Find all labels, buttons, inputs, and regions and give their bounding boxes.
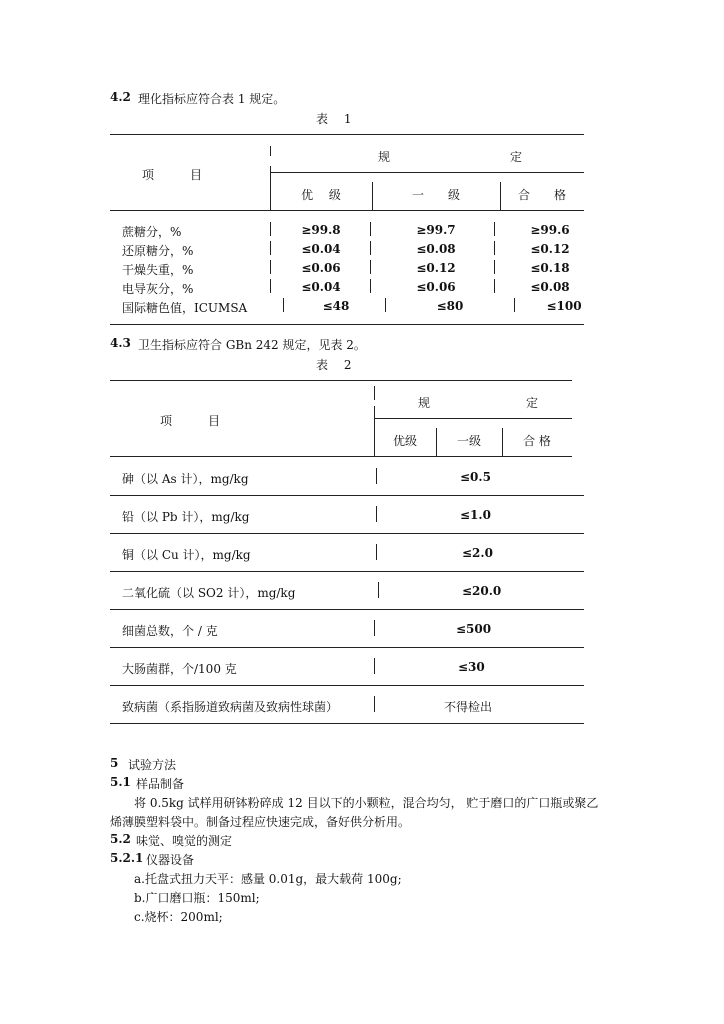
cell-value: ≥99.8 [301,223,341,237]
cell-value: ≤80 [436,299,464,313]
section-4-2-text: 理化指标应符合表 1 规定。 [138,92,286,106]
row-name: 铜（以 Cu 计），mg/kg [122,548,251,562]
cell-value: ≤0.08 [530,280,570,294]
row-name: 细菌总数，个 / 克 [122,624,218,638]
row-name: 大肠菌群，个/100 克 [122,662,237,676]
table-1-grade-3: 合 格 [517,188,566,202]
cell-value: ≤0.5 [460,470,491,484]
row-name: 还原糖分，% [122,244,194,258]
cell-value: ≤100 [546,299,582,313]
table-1-spec-header: 规 定 [378,150,523,164]
row-name: 铅（以 Pb 计），mg/kg [122,510,250,524]
cell-value: ≤0.12 [530,242,570,256]
cell-value: ≤30 [458,660,485,674]
section-5-1-paragraph-line-1: 将 0.5kg 试样用研钵粉碎成 12 目以下的小颗粒，混合均匀， 贮于磨口的广口瓶或聚乙 [134,796,599,810]
table-2-grade-1: 优级 [392,434,417,448]
section-5-2-number: 5.2 [110,832,131,846]
section-5-2-1-number: 5.2.1 [110,851,144,865]
table-2-item-header: 项 目 [160,414,221,428]
row-name: 国际糖色值，ICUMSA [122,301,248,315]
table-1-grade-2: 一 级 [411,188,460,202]
list-item: a.托盘式扭力天平：感量 0.01g，最大载荷 100g; [134,872,402,886]
section-5-1-paragraph-line-2: 烯薄膜塑料袋中。制备过程应快速完成，备好供分析用。 [110,815,411,829]
section-4-2-number: 4.2 [110,90,131,104]
section-4-3-number: 4.3 [110,336,131,350]
cell-value: ≤48 [322,299,350,313]
row-name: 二氧化硫（以 SO2 计），mg/kg [122,586,296,600]
row-name: 干燥失重，% [122,263,194,277]
table-2-spec-header: 规 定 [418,396,539,410]
cell-value: 不得检出 [444,700,493,714]
cell-value: ≤0.06 [301,261,341,275]
section-5-2-title: 味觉、嗅觉的测定 [136,834,233,848]
list-item: c.烧杯：200ml; [134,910,223,924]
row-name: 砷（以 As 计），mg/kg [122,472,249,486]
section-5-1-title: 样品制备 [136,777,185,791]
table-2-grade-2: 一级 [456,434,481,448]
cell-value: ≤500 [456,622,492,636]
cell-value: ≤0.08 [416,242,456,256]
cell-value: ≤0.18 [530,261,570,275]
section-4-3-text: 卫生指标应符合 GBn 242 规定，见表 2。 [138,338,366,352]
table-1-grade-1: 优 级 [301,188,341,202]
cell-value: ≤20.0 [462,584,502,598]
table-2-grade-3: 合 格 [523,434,551,448]
table-1-item-header: 项 目 [142,168,203,182]
section-5-number: 5 [110,756,119,770]
row-name: 致病菌（系指肠道致病菌及致病性球菌） [122,700,339,714]
cell-value: ≤0.12 [416,261,456,275]
table-2-caption: 表 2 [316,358,352,372]
row-name: 蔗糖分，% [122,225,182,239]
section-5-2-1-title: 仪器设备 [146,853,195,867]
table-1-caption: 表 1 [316,112,352,126]
cell-value: ≤0.06 [416,280,456,294]
section-5-title: 试验方法 [128,758,177,772]
cell-value: ≥99.6 [530,223,570,237]
cell-value: ≤0.04 [301,242,341,256]
cell-value: ≤0.04 [301,280,341,294]
row-name: 电导灰分，% [122,282,194,296]
section-5-1-number: 5.1 [110,775,131,789]
cell-value: ≤2.0 [462,546,493,560]
list-item: b.广口磨口瓶：150ml; [134,891,260,905]
cell-value: ≥99.7 [416,223,456,237]
cell-value: ≤1.0 [460,508,491,522]
